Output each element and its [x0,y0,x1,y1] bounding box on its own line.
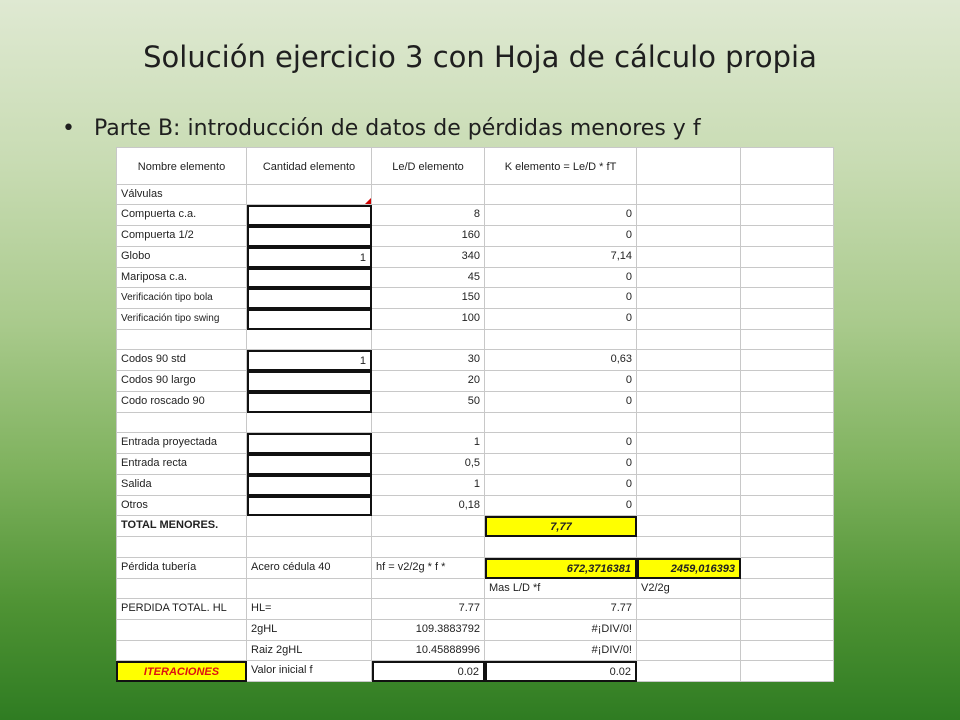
empty-cell[interactable] [116,620,247,641]
raiz-error[interactable]: #¡DIV/0! [485,641,637,661]
k-cell[interactable]: 0 [485,392,637,413]
empty-cell[interactable] [741,288,834,309]
empty-cell[interactable] [637,226,741,247]
empty-cell[interactable] [741,516,834,537]
empty-cell[interactable] [116,641,247,661]
cantidad-input[interactable] [247,268,372,288]
le-d-cell[interactable]: 20 [372,371,485,392]
empty-cell[interactable] [637,620,741,641]
empty-cell[interactable] [637,392,741,413]
cantidad-input[interactable] [247,454,372,475]
table-row [116,268,834,288]
empty-cell[interactable] [637,205,741,226]
empty-cell[interactable] [637,268,741,288]
empty-cell[interactable] [637,599,741,620]
cantidad-input[interactable] [247,205,372,226]
table-row [116,205,834,226]
empty-cell[interactable] [637,371,741,392]
empty-cell[interactable] [116,579,247,599]
row-label[interactable]: Verificación tipo swing [116,309,247,330]
table-row [116,413,834,433]
empty-cell[interactable] [741,454,834,475]
table-row [116,226,834,247]
iteraciones-row [116,661,834,682]
row-label[interactable]: Entrada proyectada [116,433,247,454]
iteraciones-label[interactable]: ITERACIONES [116,661,247,682]
empty-cell[interactable] [741,371,834,392]
empty-cell[interactable] [637,433,741,454]
raiz-value[interactable]: 10.45888996 [372,641,485,661]
le-d-cell[interactable] [372,185,485,205]
table-row [116,475,834,496]
le-d-cell[interactable] [372,413,485,433]
header-k[interactable]: K elemento = Le/D * fT [485,147,637,185]
cantidad-input[interactable] [247,371,372,392]
header-cantidad[interactable]: Cantidad elemento [247,147,372,185]
empty-cell[interactable] [247,516,372,537]
table-row [116,392,834,413]
empty-cell[interactable] [741,392,834,413]
material-cell[interactable]: Acero cédula 40 [247,558,372,579]
k-cell[interactable]: 0 [485,309,637,330]
formula-cell[interactable]: hf = v2/2g * f * [372,558,485,579]
empty-cell[interactable] [637,537,741,558]
k-cell[interactable]: 0 [485,433,637,454]
empty-cell[interactable] [637,496,741,516]
table-row [116,496,834,516]
row-label[interactable] [116,413,247,433]
2ghl-value[interactable]: 109.3883792 [372,620,485,641]
le-d-cell[interactable]: 50 [372,392,485,413]
row-label[interactable]: Entrada recta [116,454,247,475]
k-cell[interactable]: 0 [485,205,637,226]
empty-cell[interactable] [741,661,834,682]
empty-cell[interactable] [637,288,741,309]
empty-cell[interactable] [741,268,834,288]
table-row [116,185,834,205]
comment-indicator [365,198,371,204]
table-row [116,371,834,392]
empty-cell[interactable] [485,537,637,558]
empty-cell[interactable] [741,475,834,496]
cantidad-cell[interactable] [247,330,372,350]
empty-cell[interactable] [372,579,485,599]
k-cell[interactable]: 0 [485,288,637,309]
row-label[interactable]: Codos 90 std [116,350,247,371]
empty-cell[interactable] [637,475,741,496]
cantidad-input[interactable]: 1 [247,247,372,268]
empty-cell[interactable] [637,309,741,330]
header-le-d[interactable]: Le/D elemento [372,147,485,185]
le-d-cell[interactable]: 0,5 [372,454,485,475]
empty-cell[interactable] [741,205,834,226]
v2-2g-cell[interactable]: V2/2g [637,579,741,599]
le-d-cell[interactable]: 340 [372,247,485,268]
k-cell[interactable]: 0 [485,454,637,475]
table-row [116,350,834,371]
header-row [116,147,834,185]
le-d-cell[interactable]: 1 [372,475,485,496]
empty-cell[interactable] [637,516,741,537]
cantidad-input[interactable]: 1 [247,350,372,371]
empty-cell[interactable] [741,226,834,247]
cantidad-input[interactable] [247,392,372,413]
row-label[interactable]: Válvulas [116,185,247,205]
table-row [116,330,834,350]
empty-cell[interactable] [372,537,485,558]
cantidad-cell[interactable] [247,185,372,205]
empty-cell[interactable] [741,433,834,454]
row-label[interactable]: Compuerta 1/2 [116,226,247,247]
total-menores-value[interactable]: 7,77 [485,516,637,537]
2ghl-error[interactable]: #¡DIV/0! [485,620,637,641]
empty-cell[interactable] [741,350,834,371]
row-label[interactable]: Compuerta c.a. [116,205,247,226]
cantidad-cell[interactable] [247,413,372,433]
perdida-tuberia-value-2[interactable]: 2459,016393 [637,558,741,579]
k-cell[interactable]: 0 [485,268,637,288]
total-menores-label[interactable]: TOTAL MENORES. [116,516,247,537]
valor-f-input[interactable]: 0.02 [485,661,637,682]
cantidad-input[interactable] [247,309,372,330]
k-cell[interactable]: 0 [485,496,637,516]
empty-cell[interactable] [637,413,741,433]
empty-cell[interactable] [741,579,834,599]
cantidad-input[interactable] [247,475,372,496]
perdida-total-label[interactable]: PERDIDA TOTAL. HL [116,599,247,620]
empty-cell[interactable] [741,537,834,558]
cantidad-input[interactable] [247,496,372,516]
le-d-cell[interactable]: 150 [372,288,485,309]
valor-inicial-label[interactable]: Valor inicial f [247,661,372,682]
empty-cell[interactable] [741,641,834,661]
empty-cell[interactable] [741,599,834,620]
spreadsheet [116,147,834,682]
empty-cell[interactable] [741,147,834,185]
empty-cell[interactable] [637,147,741,185]
total-menores-row [116,516,834,537]
empty-cell[interactable] [116,537,247,558]
empty-cell[interactable] [741,309,834,330]
table-row [116,579,834,599]
empty-cell[interactable] [741,496,834,516]
perdida-total-row [116,599,834,620]
empty-cell[interactable] [637,247,741,268]
header-nombre[interactable]: Nombre elemento [116,147,247,185]
table-row [116,454,834,475]
perdida-tuberia-label[interactable]: Pérdida tubería [116,558,247,579]
empty-cell[interactable] [741,558,834,579]
k-cell[interactable] [485,330,637,350]
le-d-cell[interactable]: 0,18 [372,496,485,516]
k-cell[interactable]: 0 [485,371,637,392]
le-d-cell[interactable]: 45 [372,268,485,288]
row-label[interactable]: Globo [116,247,247,268]
table-row [116,247,834,268]
table-row [116,641,834,661]
table-row [116,620,834,641]
le-d-cell[interactable]: 100 [372,309,485,330]
empty-cell[interactable] [637,454,741,475]
empty-cell[interactable] [741,185,834,205]
raiz-label[interactable]: Raiz 2gHL [247,641,372,661]
empty-cell[interactable] [637,641,741,661]
cantidad-input[interactable] [247,288,372,309]
row-label[interactable]: Salida [116,475,247,496]
empty-cell[interactable] [247,537,372,558]
empty-cell[interactable] [741,413,834,433]
row-label[interactable] [116,330,247,350]
bullet-dot: • [62,116,75,141]
row-label[interactable]: Otros [116,496,247,516]
le-d-cell[interactable] [372,330,485,350]
cantidad-input[interactable] [247,226,372,247]
2ghl-label[interactable]: 2gHL [247,620,372,641]
empty-cell[interactable] [247,579,372,599]
table-row [116,537,834,558]
bullet-text: Parte B: introducción de datos de pérdidas menores y f [94,116,701,141]
perdida-tuberia-value-1[interactable]: 672,3716381 [485,558,637,579]
row-label[interactable]: Mariposa c.a. [116,268,247,288]
slide-title: Solución ejercicio 3 con Hoja de cálculo propia [143,40,817,74]
k-cell[interactable]: 0 [485,226,637,247]
perdida-tuberia-row [116,558,834,579]
empty-cell[interactable] [741,330,834,350]
table-row [116,309,834,330]
valor-inicial-input[interactable]: 0.02 [372,661,485,682]
row-label[interactable]: Codos 90 largo [116,371,247,392]
empty-cell[interactable] [637,661,741,682]
k-cell[interactable] [485,185,637,205]
hl-value-2[interactable]: 7.77 [485,599,637,620]
cantidad-input[interactable] [247,433,372,454]
mas-ld-cell[interactable]: Mas L/D *f [485,579,637,599]
le-d-cell[interactable]: 1 [372,433,485,454]
empty-cell[interactable] [741,620,834,641]
le-d-cell[interactable]: 160 [372,226,485,247]
le-d-cell[interactable]: 8 [372,205,485,226]
table-row [116,433,834,454]
hl-label[interactable]: HL= [247,599,372,620]
empty-cell[interactable] [637,185,741,205]
empty-cell[interactable] [637,330,741,350]
le-d-cell[interactable]: 30 [372,350,485,371]
hl-value[interactable]: 7.77 [372,599,485,620]
empty-cell[interactable] [637,350,741,371]
row-label[interactable]: Codo roscado 90 [116,392,247,413]
table-row [116,288,834,309]
k-cell[interactable]: 0,63 [485,350,637,371]
empty-cell[interactable] [372,516,485,537]
k-cell[interactable] [485,413,637,433]
row-label[interactable]: Verificación tipo bola [116,288,247,309]
empty-cell[interactable] [741,247,834,268]
k-cell[interactable]: 7,14 [485,247,637,268]
k-cell[interactable]: 0 [485,475,637,496]
